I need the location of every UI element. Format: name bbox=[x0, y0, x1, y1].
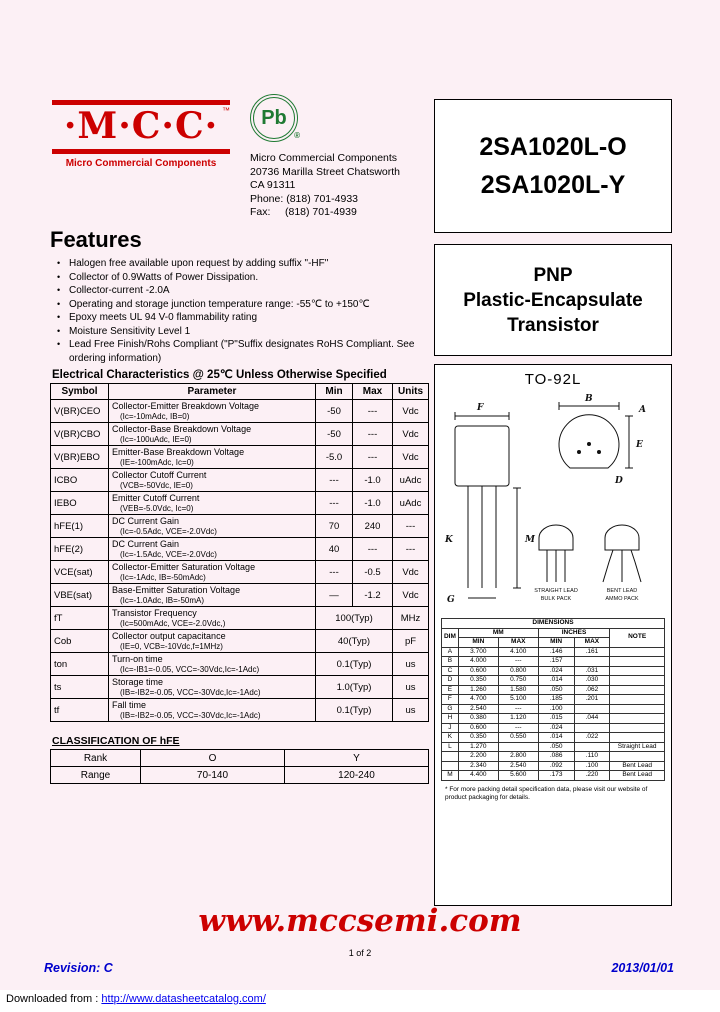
cls-range-o: 70-140 bbox=[141, 767, 285, 784]
ec-parameter-cell bbox=[109, 561, 316, 584]
dims-in_min: .014 bbox=[538, 733, 574, 743]
dims-in_max bbox=[574, 704, 610, 714]
dims-mm_min: 0.380 bbox=[458, 714, 498, 724]
dims-dim: E bbox=[442, 685, 459, 695]
cls-header-o: O bbox=[141, 750, 285, 767]
ec-condition: (IE=-100mAdc, Ic=0) bbox=[120, 457, 194, 467]
ec-row bbox=[51, 446, 429, 469]
transistor-type-box bbox=[434, 244, 672, 356]
dims-row bbox=[442, 723, 665, 733]
ec-symbol: fT bbox=[51, 607, 109, 630]
ec-typical-value: 0.1(Typ) bbox=[316, 653, 393, 676]
ec-row bbox=[51, 515, 429, 538]
dims-mm_min: 1.260 bbox=[458, 685, 498, 695]
ec-typical-value: 40(Typ) bbox=[316, 630, 393, 653]
dimensions-caption: DIMENSIONS bbox=[442, 619, 665, 629]
dims-dim: A bbox=[442, 647, 459, 657]
ec-parameter-cell bbox=[109, 492, 316, 515]
dims-mm_min: 0.350 bbox=[458, 733, 498, 743]
dims-mm_max: 1.580 bbox=[498, 685, 538, 695]
dims-col-min: MIN bbox=[538, 638, 574, 648]
ec-parameter: DC Current Gain bbox=[112, 539, 180, 549]
bent-lead-label: BENT LEAD bbox=[606, 588, 638, 594]
ec-parameter-cell bbox=[109, 423, 316, 446]
dims-mm_max: 0.750 bbox=[498, 676, 538, 686]
dims-row bbox=[442, 761, 665, 771]
dims-dim: J bbox=[442, 723, 459, 733]
ec-header-min: Min bbox=[316, 384, 353, 400]
dims-in_min: .086 bbox=[538, 752, 574, 762]
ec-parameter-cell bbox=[109, 538, 316, 561]
feature-item: • Epoxy meets UL 94 V-0 flammability rating bbox=[54, 311, 428, 325]
dims-in_max: .062 bbox=[574, 685, 610, 695]
page-number: 1 of 2 bbox=[348, 948, 372, 958]
dimensions-table-head bbox=[442, 619, 665, 648]
dims-in_min: .014 bbox=[538, 676, 574, 686]
dims-dim: G bbox=[442, 704, 459, 714]
ec-min-value: --- bbox=[316, 561, 353, 584]
dims-in_min: .050 bbox=[538, 742, 574, 752]
ec-units: Vdc bbox=[393, 400, 429, 423]
dims-note bbox=[610, 676, 665, 686]
dims-note bbox=[610, 647, 665, 657]
ec-header-symbol: Symbol bbox=[51, 384, 109, 400]
dims-dim bbox=[442, 752, 459, 762]
package-box bbox=[434, 364, 672, 906]
type-line: Plastic-Encapsulate bbox=[463, 289, 643, 311]
feature-item: • Collector of 0.9Watts of Power Dissipation. bbox=[54, 271, 428, 285]
dims-mm_max: 4.100 bbox=[498, 647, 538, 657]
ec-parameter-cell bbox=[109, 653, 316, 676]
ec-condition: (VEB=-5.0Vdc, Ic=0) bbox=[120, 503, 194, 513]
ec-parameter-cell bbox=[109, 630, 316, 653]
classification-header-row bbox=[51, 750, 429, 767]
ec-parameter-cell bbox=[109, 699, 316, 722]
dims-mm_min: 3.700 bbox=[458, 647, 498, 657]
ec-max-value: --- bbox=[353, 538, 393, 561]
ec-parameter: Storage time bbox=[112, 677, 164, 687]
revision-label: Revision: C bbox=[44, 961, 113, 975]
ec-units: us bbox=[393, 699, 429, 722]
dims-dim bbox=[442, 761, 459, 771]
ec-condition: (IB=-IB2=-0.05, VCC=-30Vdc,Ic=-1Adc) bbox=[120, 687, 261, 697]
dims-note bbox=[610, 733, 665, 743]
dims-in_max: .031 bbox=[574, 666, 610, 676]
ec-parameter: Collector-Emitter Saturation Voltage bbox=[112, 562, 256, 572]
dims-dim: L bbox=[442, 742, 459, 752]
ec-symbol: V(BR)EBO bbox=[51, 446, 109, 469]
ec-parameter-cell bbox=[109, 469, 316, 492]
dims-in_max: .161 bbox=[574, 647, 610, 657]
dims-mm_max: 2.800 bbox=[498, 752, 538, 762]
part-number-box bbox=[434, 99, 672, 233]
ammo-pack-label: AMMO PACK bbox=[605, 596, 639, 602]
dims-note: Bent Lead bbox=[610, 761, 665, 771]
ec-parameter: Emitter Cutoff Current bbox=[112, 493, 200, 503]
ec-header-row bbox=[51, 384, 429, 400]
dims-in_max bbox=[574, 742, 610, 752]
dims-note bbox=[610, 685, 665, 695]
ec-units: Vdc bbox=[393, 423, 429, 446]
ec-max-value: -0.5 bbox=[353, 561, 393, 584]
feature-item: • Moisture Sensitivity Level 1 bbox=[54, 325, 428, 339]
dims-mm_max: --- bbox=[498, 723, 538, 733]
ec-table-body bbox=[51, 400, 429, 722]
type-line: Transistor bbox=[507, 314, 599, 336]
dim-letter-D: D bbox=[615, 476, 623, 486]
dims-mm_min: 2.340 bbox=[458, 761, 498, 771]
ec-row bbox=[51, 699, 429, 722]
dims-in_min: .015 bbox=[538, 714, 574, 724]
mcc-logo-text: ·M·C·C· bbox=[63, 105, 219, 147]
ec-symbol: VBE(sat) bbox=[51, 584, 109, 607]
dims-in_min: .173 bbox=[538, 771, 574, 781]
dims-mm_min: 0.350 bbox=[458, 676, 498, 686]
ec-units: us bbox=[393, 676, 429, 699]
ec-max-value: --- bbox=[353, 400, 393, 423]
feature-item: • Collector-current -2.0A bbox=[54, 284, 428, 298]
datasheetcatalog-link[interactable]: http://www.datasheetcatalog.com/ bbox=[101, 993, 266, 1005]
ec-row bbox=[51, 653, 429, 676]
ec-symbol: Cob bbox=[51, 630, 109, 653]
ec-condition: (Ic=-1.0Adc, IB=-50mA) bbox=[120, 595, 205, 605]
ec-symbol: IEBO bbox=[51, 492, 109, 515]
part-number: 2SA1020L-Y bbox=[480, 170, 626, 199]
ec-symbol: hFE(2) bbox=[51, 538, 109, 561]
ec-row bbox=[51, 584, 429, 607]
ec-parameter: Turn-on time bbox=[112, 654, 163, 664]
ec-units: --- bbox=[393, 538, 429, 561]
dimensions-table bbox=[441, 618, 665, 781]
dims-mm_max: 5.600 bbox=[498, 771, 538, 781]
ec-header-units: Units bbox=[393, 384, 429, 400]
dims-dim: D bbox=[442, 676, 459, 686]
dims-in_min: .050 bbox=[538, 685, 574, 695]
dims-row bbox=[442, 657, 665, 667]
dims-note bbox=[610, 704, 665, 714]
dims-col-inches: INCHES bbox=[538, 628, 610, 638]
feature-item: • Operating and storage junction temperature range: -55℃ to +150℃ bbox=[54, 298, 428, 312]
mcc-logo bbox=[52, 100, 230, 169]
dims-col-max: MAX bbox=[498, 638, 538, 648]
ec-parameter-cell bbox=[109, 676, 316, 699]
dim-letter-G: G bbox=[447, 595, 455, 605]
dims-in_max: .201 bbox=[574, 695, 610, 705]
dims-col-mm: MM bbox=[458, 628, 538, 638]
ec-max-value: -1.0 bbox=[353, 492, 393, 515]
ec-header-max: Max bbox=[353, 384, 393, 400]
dims-in_max bbox=[574, 657, 610, 667]
dims-mm_min: 4.700 bbox=[458, 695, 498, 705]
address-line: Phone: (818) 701-4933 bbox=[250, 192, 358, 205]
ec-parameter: Transistor Frequency bbox=[112, 608, 197, 618]
dims-mm_min: 0.600 bbox=[458, 723, 498, 733]
address-line: 20736 Marilla Street Chatsworth bbox=[250, 165, 400, 178]
dims-col-note: NOTE bbox=[610, 628, 665, 647]
dims-note: Bent Lead bbox=[610, 771, 665, 781]
classification-title: CLASSIFICATION OF hFE bbox=[52, 735, 180, 747]
ec-row bbox=[51, 400, 429, 423]
ec-parameter: Base-Emitter Saturation Voltage bbox=[112, 585, 241, 595]
dims-col-min: MIN bbox=[458, 638, 498, 648]
ec-typical-value: 1.0(Typ) bbox=[316, 676, 393, 699]
dims-in_max: .110 bbox=[574, 752, 610, 762]
website-text: www.mccsemi.com bbox=[198, 903, 522, 939]
ec-row bbox=[51, 423, 429, 446]
ec-header-parameter: Parameter bbox=[109, 384, 316, 400]
dims-in_min: .157 bbox=[538, 657, 574, 667]
ec-units: us bbox=[393, 653, 429, 676]
ec-parameter-cell bbox=[109, 584, 316, 607]
ec-parameter: Collector output capacitance bbox=[112, 631, 226, 641]
ec-min-value: -50 bbox=[316, 423, 353, 446]
ec-condition: (Ic=-1.5Adc, VCE=-2.0Vdc) bbox=[120, 549, 217, 559]
ec-units: --- bbox=[393, 515, 429, 538]
ec-condition: (IE=0, VCB=-10Vdc,f=1MHz) bbox=[120, 641, 223, 651]
dim-letter-F: F bbox=[477, 403, 484, 413]
dims-dim: C bbox=[442, 666, 459, 676]
ec-units: pF bbox=[393, 630, 429, 653]
ec-symbol: ICBO bbox=[51, 469, 109, 492]
ec-symbol: hFE(1) bbox=[51, 515, 109, 538]
ec-condition: (VCB=-50Vdc, IE=0) bbox=[120, 480, 193, 490]
ec-parameter: Collector Cutoff Current bbox=[112, 470, 207, 480]
ec-row bbox=[51, 492, 429, 515]
dims-note bbox=[610, 752, 665, 762]
ec-parameter-cell bbox=[109, 400, 316, 423]
dims-row bbox=[442, 714, 665, 724]
downloaded-label: Downloaded from : bbox=[6, 993, 99, 1005]
features-list bbox=[54, 257, 428, 365]
ec-parameter-cell bbox=[109, 446, 316, 469]
dims-note bbox=[610, 695, 665, 705]
dim-letter-M: M bbox=[525, 535, 535, 545]
ec-max-value: --- bbox=[353, 446, 393, 469]
ec-min-value: --- bbox=[316, 469, 353, 492]
dims-row bbox=[442, 676, 665, 686]
packing-note: * For more packing detail specification data, please visit our website of product packaging for details. bbox=[445, 785, 648, 801]
ec-units: Vdc bbox=[393, 584, 429, 607]
ec-row bbox=[51, 469, 429, 492]
dims-row bbox=[442, 695, 665, 705]
ec-units: uAdc bbox=[393, 492, 429, 515]
dims-in_max: .044 bbox=[574, 714, 610, 724]
ec-parameter-cell bbox=[109, 515, 316, 538]
dims-mm_max bbox=[498, 742, 538, 752]
dim-letter-A: A bbox=[639, 405, 646, 415]
mcc-logo-mark bbox=[52, 100, 230, 154]
registered-symbol: ® bbox=[294, 131, 300, 140]
dims-dim: M bbox=[442, 771, 459, 781]
dims-row bbox=[442, 771, 665, 781]
dims-col-dim: DIM bbox=[442, 628, 459, 647]
cls-header-y: Y bbox=[285, 750, 429, 767]
dims-mm_min: 4.000 bbox=[458, 657, 498, 667]
ec-parameter-cell bbox=[109, 607, 316, 630]
dims-in_max bbox=[574, 723, 610, 733]
dims-in_max: .220 bbox=[574, 771, 610, 781]
dims-in_min: .092 bbox=[538, 761, 574, 771]
dims-mm_max: --- bbox=[498, 704, 538, 714]
ec-max-value: 240 bbox=[353, 515, 393, 538]
ec-row bbox=[51, 676, 429, 699]
ec-symbol: V(BR)CBO bbox=[51, 423, 109, 446]
ec-row bbox=[51, 630, 429, 653]
dims-in_max: .100 bbox=[574, 761, 610, 771]
dims-in_max: .022 bbox=[574, 733, 610, 743]
electrical-characteristics-title: Electrical Characteristics @ 25℃ Unless Otherwise Specified bbox=[52, 369, 387, 381]
part-number: 2SA1020L-O bbox=[479, 132, 627, 161]
dims-in_min: .146 bbox=[538, 647, 574, 657]
ec-row bbox=[51, 561, 429, 584]
classification-table bbox=[50, 749, 429, 784]
dims-mm_max: 5.100 bbox=[498, 695, 538, 705]
dims-in_min: .185 bbox=[538, 695, 574, 705]
ec-min-value: -5.0 bbox=[316, 446, 353, 469]
ec-max-value: -1.0 bbox=[353, 469, 393, 492]
ec-units: uAdc bbox=[393, 469, 429, 492]
ec-parameter: Collector-Emitter Breakdown Voltage bbox=[112, 401, 260, 411]
dims-row bbox=[442, 685, 665, 695]
ec-parameter: Fall time bbox=[112, 700, 147, 710]
mcc-logo-subtitle: Micro Commercial Components bbox=[65, 158, 217, 169]
dims-in_min: .100 bbox=[538, 704, 574, 714]
pb-free-icon bbox=[250, 94, 298, 142]
type-line: PNP bbox=[533, 264, 573, 286]
feature-item: • Lead Free Finish/Rohs Compliant ("P"Suffix designates RoHS Compliant. See ordering information) bbox=[54, 338, 428, 365]
dims-mm_min: 2.540 bbox=[458, 704, 498, 714]
company-address bbox=[250, 152, 440, 220]
dim-letter-K: K bbox=[445, 535, 453, 545]
address-line: Micro Commercial Components bbox=[250, 152, 398, 164]
ec-typical-value: 100(Typ) bbox=[316, 607, 393, 630]
dims-dim: K bbox=[442, 733, 459, 743]
ec-units: Vdc bbox=[393, 446, 429, 469]
address-line: Fax: (818) 701-4939 bbox=[250, 206, 357, 218]
dims-note bbox=[610, 723, 665, 733]
package-name: TO-92L bbox=[524, 371, 582, 388]
ec-row bbox=[51, 538, 429, 561]
ec-units: Vdc bbox=[393, 561, 429, 584]
ec-symbol: ton bbox=[51, 653, 109, 676]
address-line: CA 91311 bbox=[250, 179, 296, 191]
dims-dim: F bbox=[442, 695, 459, 705]
dims-in_min: .024 bbox=[538, 666, 574, 676]
ec-parameter: DC Current Gain bbox=[112, 516, 180, 526]
ec-symbol: tf bbox=[51, 699, 109, 722]
dims-mm_min: 4.400 bbox=[458, 771, 498, 781]
dims-mm_min: 2.200 bbox=[458, 752, 498, 762]
cls-header-rank: Rank bbox=[51, 750, 141, 767]
dimensions-table-body bbox=[442, 647, 665, 780]
ec-symbol: VCE(sat) bbox=[51, 561, 109, 584]
ec-units: MHz bbox=[393, 607, 429, 630]
cls-range-y: 120-240 bbox=[285, 767, 429, 784]
dims-row bbox=[442, 752, 665, 762]
ec-min-value: — bbox=[316, 584, 353, 607]
bulk-pack-label: BULK PACK bbox=[540, 596, 572, 602]
dims-dim: B bbox=[442, 657, 459, 667]
ec-condition: (Ic=500mAdc, VCE=-2.0Vdc,) bbox=[120, 618, 226, 628]
cls-range-label: Range bbox=[51, 767, 141, 784]
dims-note bbox=[610, 657, 665, 667]
features-title: Features bbox=[50, 227, 142, 252]
ec-min-value: 40 bbox=[316, 538, 353, 561]
ec-table-head bbox=[51, 384, 429, 400]
dims-row bbox=[442, 733, 665, 743]
ec-condition: (Ic=-1Adc, IB=-50mAdc) bbox=[120, 572, 206, 582]
dims-mm_max: 0.800 bbox=[498, 666, 538, 676]
downloaded-bar bbox=[0, 990, 720, 1012]
ec-max-value: --- bbox=[353, 423, 393, 446]
ec-min-value: -50 bbox=[316, 400, 353, 423]
ec-symbol: ts bbox=[51, 676, 109, 699]
dims-row bbox=[442, 704, 665, 714]
dims-mm_max: 0.550 bbox=[498, 733, 538, 743]
ec-condition: (Ic=-10mAdc, IB=0) bbox=[120, 411, 190, 421]
classification-range-row bbox=[51, 767, 429, 784]
dims-dim: H bbox=[442, 714, 459, 724]
dims-note bbox=[610, 714, 665, 724]
dims-in_max: .030 bbox=[574, 676, 610, 686]
straight-lead-label: STRAIGHT LEAD bbox=[534, 588, 578, 594]
ec-symbol: V(BR)CEO bbox=[51, 400, 109, 423]
ec-typical-value: 0.1(Typ) bbox=[316, 699, 393, 722]
dims-mm_max: --- bbox=[498, 657, 538, 667]
dims-mm_min: 1.270 bbox=[458, 742, 498, 752]
dim-letter-E: E bbox=[636, 440, 643, 450]
dim-letter-B: B bbox=[585, 394, 593, 404]
dims-mm_max: 1.120 bbox=[498, 714, 538, 724]
dims-row bbox=[442, 742, 665, 752]
dims-row bbox=[442, 666, 665, 676]
ec-row bbox=[51, 607, 429, 630]
electrical-characteristics-table bbox=[50, 383, 429, 722]
ec-condition: (Ic=-IB1=-0.05, VCC=-30Vdc,Ic=-1Adc) bbox=[120, 664, 260, 674]
package-drawing bbox=[439, 390, 667, 614]
dims-col-max: MAX bbox=[574, 638, 610, 648]
trademark-symbol: ™ bbox=[222, 106, 230, 115]
ec-condition: (Ic=-0.5Adc, VCE=-2.0Vdc) bbox=[120, 526, 217, 536]
pb-symbol: Pb bbox=[261, 106, 287, 129]
dims-mm_max: 2.540 bbox=[498, 761, 538, 771]
ec-min-value: 70 bbox=[316, 515, 353, 538]
revision-date: 2013/01/01 bbox=[611, 961, 674, 975]
ec-condition: (IB=-IB2=-0.05, VCC=-30Vdc,Ic=-1Adc) bbox=[120, 710, 261, 720]
ec-parameter: Collector-Base Breakdown Voltage bbox=[112, 424, 252, 434]
ec-condition: (Ic=-100uAdc, IE=0) bbox=[120, 434, 192, 444]
dims-note: Straight Lead bbox=[610, 742, 665, 752]
ec-max-value: -1.2 bbox=[353, 584, 393, 607]
dims-in_min: .024 bbox=[538, 723, 574, 733]
feature-item: • Halogen free available upon request by adding suffix "-HF" bbox=[54, 257, 428, 271]
dims-row bbox=[442, 647, 665, 657]
ec-min-value: --- bbox=[316, 492, 353, 515]
dims-note bbox=[610, 666, 665, 676]
ec-parameter: Emitter-Base Breakdown Voltage bbox=[112, 447, 245, 457]
dims-mm_min: 0.600 bbox=[458, 666, 498, 676]
